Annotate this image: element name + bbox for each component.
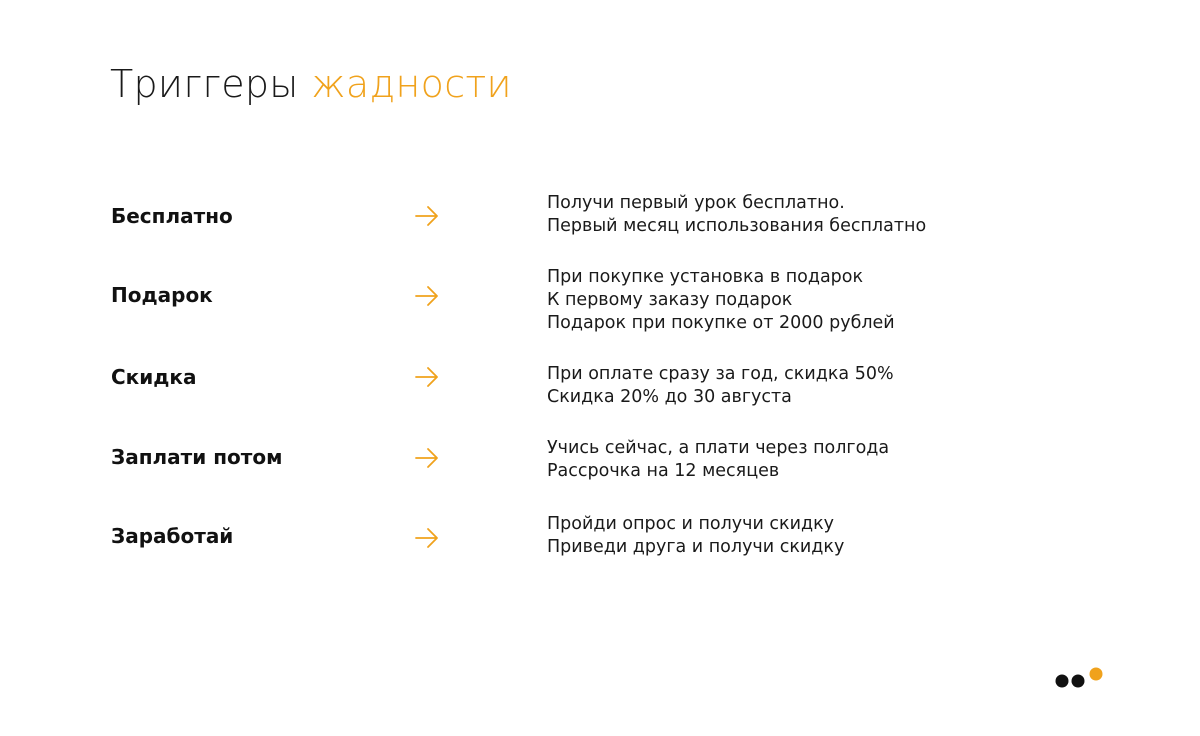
trigger-label: Заработай (111, 524, 234, 548)
description-line: Пройди опрос и получи скидку (547, 514, 835, 534)
trigger-label: Подарок (111, 283, 213, 307)
arrow-right-icon (414, 365, 440, 389)
description-line: Получи первый урок бесплатно. (547, 193, 845, 213)
description-line: Рассрочка на 12 месяцев (547, 461, 780, 481)
trigger-description (547, 266, 895, 335)
arrow-right-icon (414, 284, 440, 308)
description-line: Учись сейчас, а плати через полгода (547, 438, 890, 458)
trigger-description (547, 513, 844, 559)
description-line: К первому заказу подарок (547, 290, 793, 310)
arrow-right-icon (414, 446, 440, 470)
description-line: При оплате сразу за год, скидка 50% (547, 364, 894, 384)
trigger-label: Бесплатно (111, 204, 233, 228)
slide-title (110, 62, 512, 106)
description-line: Подарок при покупке от 2000 рублей (547, 313, 895, 333)
trigger-description (547, 363, 894, 409)
title-main: Триггеры (110, 62, 299, 106)
trigger-description (547, 437, 889, 483)
trigger-label: Скидка (111, 365, 197, 389)
trigger-description (547, 192, 926, 238)
description-line: Приведи друга и получи скидку (547, 537, 845, 557)
dots-logo-icon (1054, 666, 1106, 690)
arrow-right-icon (414, 526, 440, 550)
description-line: Первый месяц использования бесплатно (547, 216, 927, 236)
description-line: Скидка 20% до 30 августа (547, 387, 792, 407)
trigger-label: Заплати потом (111, 445, 283, 469)
description-line: При покупке установка в подарок (547, 267, 864, 287)
arrow-right-icon (414, 204, 440, 228)
title-accent: жадности (311, 62, 512, 106)
